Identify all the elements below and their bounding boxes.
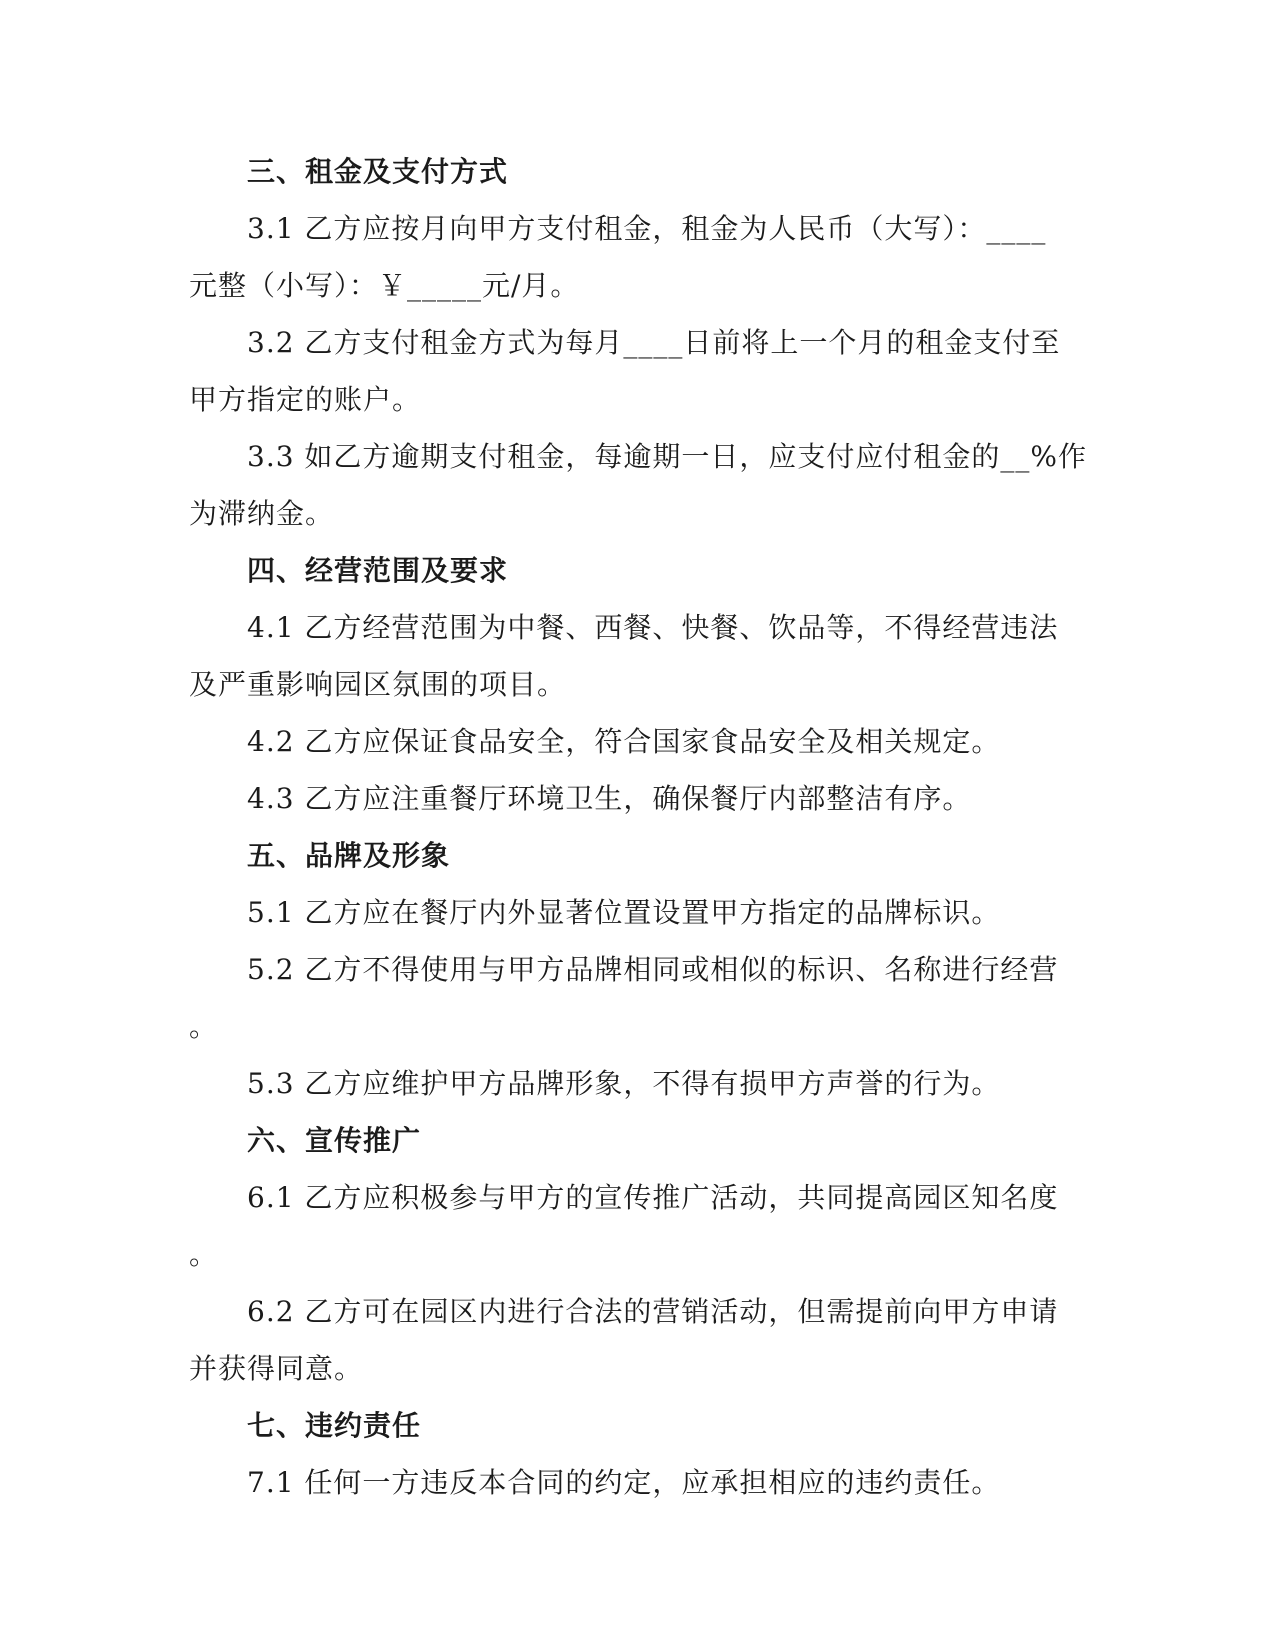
clause-4-1-continued: 及严重影响园区氛围的项目。 bbox=[189, 668, 567, 701]
clause-4-1: 4.1 乙方经营范围为中餐、西餐、快餐、饮品等，不得经营违法 bbox=[247, 611, 1059, 644]
clause-4-2: 4.2 乙方应保证食品安全，符合国家食品安全及相关规定。 bbox=[247, 725, 1001, 758]
clause-6-2: 6.2 乙方可在园区内进行合法的营销活动，但需提前向甲方申请 bbox=[247, 1295, 1059, 1328]
clause-3-2: 3.2 乙方支付租金方式为每月____日前将上一个月的租金支付至 bbox=[247, 326, 1061, 359]
clause-4-3: 4.3 乙方应注重餐厅环境卫生，确保餐厅内部整洁有序。 bbox=[247, 782, 972, 815]
clause-3-2-continued: 甲方指定的账户。 bbox=[189, 383, 422, 416]
section-heading-6: 六、宣传推广 bbox=[247, 1124, 422, 1157]
clause-5-2: 5.2 乙方不得使用与甲方品牌相同或相似的标识、名称进行经营 bbox=[247, 953, 1059, 986]
section-heading-3: 三、租金及支付方式 bbox=[247, 155, 509, 188]
clause-6-1: 6.1 乙方应积极参与甲方的宣传推广活动，共同提高园区知名度 bbox=[247, 1181, 1059, 1214]
clause-3-3: 3.3 如乙方逾期支付租金，每逾期一日，应支付应付租金的__%作 bbox=[247, 440, 1088, 473]
document-body bbox=[189, 143, 1088, 1511]
section-heading-7: 七、违约责任 bbox=[247, 1409, 422, 1442]
clause-3-1: 3.1 乙方应按月向甲方支付租金，租金为人民币（大写）：____ bbox=[247, 212, 1047, 245]
clause-3-1-continued: 元整（小写）：￥_____元/月。 bbox=[189, 269, 580, 302]
clause-5-1: 5.1 乙方应在餐厅内外显著位置设置甲方指定的品牌标识。 bbox=[247, 896, 1001, 929]
clause-3-3-continued: 为滞纳金。 bbox=[189, 497, 335, 530]
clause-5-2-continued: 。 bbox=[189, 1010, 219, 1043]
clause-6-1-continued: 。 bbox=[189, 1238, 219, 1271]
clause-7-1: 7.1 任何一方违反本合同的约定，应承担相应的违约责任。 bbox=[247, 1466, 1001, 1499]
clause-6-2-continued: 并获得同意。 bbox=[189, 1352, 364, 1385]
clause-5-3: 5.3 乙方应维护甲方品牌形象，不得有损甲方声誉的行为。 bbox=[247, 1067, 1001, 1100]
section-heading-4: 四、经营范围及要求 bbox=[247, 554, 509, 587]
section-heading-5: 五、品牌及形象 bbox=[247, 839, 451, 872]
